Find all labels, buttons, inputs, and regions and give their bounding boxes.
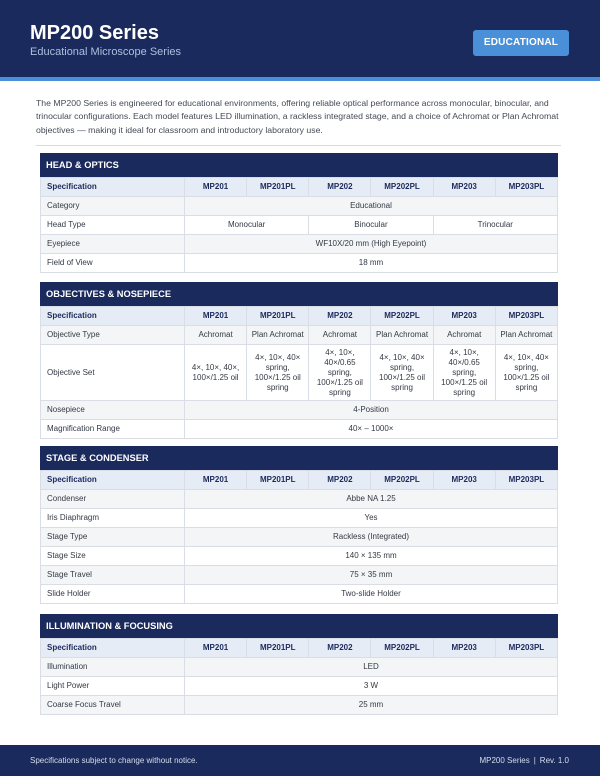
- cell-value: Two-slide Holder: [185, 585, 558, 604]
- row-label: Head Type: [41, 216, 185, 235]
- row-label: Stage Size: [41, 547, 185, 566]
- row-label: Objective Type: [41, 326, 185, 345]
- cell-value: Rackless (Integrated): [185, 528, 558, 547]
- column-header: MP202PL: [371, 307, 433, 326]
- row-label: Stage Type: [41, 528, 185, 547]
- column-header: MP203: [433, 639, 495, 658]
- column-header: MP203PL: [495, 178, 557, 197]
- table-row: [41, 528, 558, 547]
- table-row: [41, 490, 558, 509]
- footer-revision: [479, 745, 569, 776]
- column-header: Specification: [41, 471, 185, 490]
- column-header: Specification: [41, 639, 185, 658]
- table-row: [41, 566, 558, 585]
- cell-value: 4-Position: [185, 401, 558, 420]
- cell-value: Achromat: [309, 326, 371, 345]
- cell-value: Yes: [185, 509, 558, 528]
- table-header-row: [41, 178, 558, 197]
- table-header-row: [41, 471, 558, 490]
- column-header: MP202: [309, 178, 371, 197]
- column-header: MP201: [185, 471, 247, 490]
- section-head-optics: [40, 153, 558, 273]
- table-row: [41, 420, 558, 439]
- cell-value: 4×, 10×, 40×, 100×/1.25 oil: [185, 345, 247, 401]
- column-header: MP202PL: [371, 471, 433, 490]
- category-badge: EDUCATIONAL: [473, 30, 569, 56]
- cell-value: Trinocular: [433, 216, 557, 235]
- cell-value: 40× – 1000×: [185, 420, 558, 439]
- column-header: MP203PL: [495, 471, 557, 490]
- table-row: [41, 509, 558, 528]
- row-label: Slide Holder: [41, 585, 185, 604]
- column-header: MP201PL: [247, 307, 309, 326]
- column-header: MP202PL: [371, 178, 433, 197]
- cell-value: 4×, 10×, 40× spring, 100×/1.25 oil spring: [495, 345, 557, 401]
- spec-table: [40, 470, 558, 604]
- row-label: Condenser: [41, 490, 185, 509]
- cell-value: Educational: [185, 197, 558, 216]
- section-title: OBJECTIVES & NOSEPIECE: [40, 282, 558, 306]
- spec-table: [40, 306, 558, 439]
- intro-divider: [36, 145, 561, 146]
- cell-value: 75 × 35 mm: [185, 566, 558, 585]
- cell-value: 4×, 10×, 40×/0.65 spring, 100×/1.25 oil spring: [433, 345, 495, 401]
- table-header-row: [41, 307, 558, 326]
- cell-value: 3 W: [185, 677, 558, 696]
- page-title: MP200 Series: [30, 22, 159, 44]
- column-header: Specification: [41, 178, 185, 197]
- cell-value: 18 mm: [185, 254, 558, 273]
- row-label: Stage Travel: [41, 566, 185, 585]
- table-header-row: [41, 639, 558, 658]
- row-label: Iris Diaphragm: [41, 509, 185, 528]
- cell-value: Abbe NA 1.25: [185, 490, 558, 509]
- cell-value: Plan Achromat: [495, 326, 557, 345]
- cell-value: 25 mm: [185, 696, 558, 715]
- row-label: Illumination: [41, 658, 185, 677]
- column-header: MP203: [433, 307, 495, 326]
- table-row: [41, 658, 558, 677]
- table-row: [41, 235, 558, 254]
- column-header: MP203PL: [495, 639, 557, 658]
- row-label: Magnification Range: [41, 420, 185, 439]
- row-label: Category: [41, 197, 185, 216]
- cell-value: LED: [185, 658, 558, 677]
- footer-rev: Rev. 1.0: [539, 756, 569, 765]
- column-header: MP203: [433, 471, 495, 490]
- row-label: Objective Set: [41, 345, 185, 401]
- section-objectives: [40, 282, 558, 439]
- row-label: Field of View: [41, 254, 185, 273]
- row-label: Eyepiece: [41, 235, 185, 254]
- table-row: [41, 326, 558, 345]
- column-header: MP202: [309, 639, 371, 658]
- table-row: [41, 677, 558, 696]
- section-illumination-focusing: [40, 614, 558, 715]
- section-title: HEAD & OPTICS: [40, 153, 558, 177]
- spec-table: [40, 638, 558, 715]
- header-accent-stripe: [0, 77, 600, 81]
- page-header: [0, 0, 600, 77]
- section-title: ILLUMINATION & FOCUSING: [40, 614, 558, 638]
- cell-value: Achromat: [433, 326, 495, 345]
- column-header: MP201PL: [247, 178, 309, 197]
- column-header: MP202PL: [371, 639, 433, 658]
- cell-value: WF10X/20 mm (High Eyepoint): [185, 235, 558, 254]
- column-header: MP201PL: [247, 639, 309, 658]
- spec-table: [40, 177, 558, 273]
- footer-separator: |: [533, 756, 536, 765]
- table-row: [41, 401, 558, 420]
- table-row: [41, 547, 558, 566]
- column-header: MP201: [185, 307, 247, 326]
- cell-value: Plan Achromat: [247, 326, 309, 345]
- row-label: Nosepiece: [41, 401, 185, 420]
- column-header: MP201: [185, 178, 247, 197]
- table-row: [41, 197, 558, 216]
- table-row: [41, 585, 558, 604]
- footer-disclaimer: Specifications subject to change without notice.: [30, 756, 198, 765]
- column-header: MP201PL: [247, 471, 309, 490]
- section-title: STAGE & CONDENSER: [40, 446, 558, 470]
- cell-value: Monocular: [185, 216, 309, 235]
- cell-value: 4×, 10×, 40× spring, 100×/1.25 oil spring: [247, 345, 309, 401]
- column-header: MP203: [433, 178, 495, 197]
- table-row: [41, 254, 558, 273]
- table-row: [41, 345, 558, 401]
- cell-value: Binocular: [309, 216, 433, 235]
- cell-value: 4×, 10×, 40× spring, 100×/1.25 oil spring: [371, 345, 433, 401]
- section-stage-condenser: [40, 446, 558, 604]
- table-row: [41, 216, 558, 235]
- row-label: Light Power: [41, 677, 185, 696]
- column-header: MP203PL: [495, 307, 557, 326]
- column-header: MP202: [309, 307, 371, 326]
- cell-value: 4×, 10×, 40×/0.65 spring, 100×/1.25 oil spring: [309, 345, 371, 401]
- table-row: [41, 696, 558, 715]
- row-label: Coarse Focus Travel: [41, 696, 185, 715]
- column-header: MP202: [309, 471, 371, 490]
- footer-series: MP200 Series: [479, 756, 530, 765]
- intro-paragraph: The MP200 Series is engineered for educational environments, offering reliable optical performance across monocular, binocular, and trinocular configurations. Each model features LED illumination, a rackless integrated stage, and a choice of Achromat or Plan Achromat objectives — making it ideal for classroom and introductory laboratory use.: [36, 98, 559, 135]
- cell-value: Plan Achromat: [371, 326, 433, 345]
- page-footer: [0, 745, 600, 776]
- cell-value: Achromat: [185, 326, 247, 345]
- column-header: Specification: [41, 307, 185, 326]
- page-subtitle: Educational Microscope Series: [30, 46, 182, 58]
- column-header: MP201: [185, 639, 247, 658]
- cell-value: 140 × 135 mm: [185, 547, 558, 566]
